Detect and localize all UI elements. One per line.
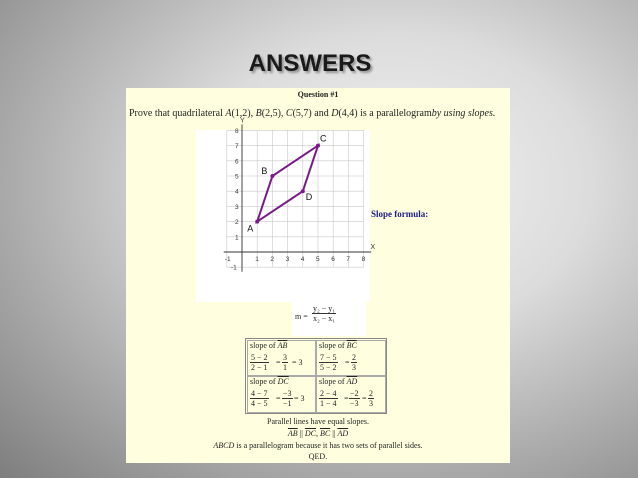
slope-formula-label: Slope formula: xyxy=(371,209,429,219)
x-tick-label: 3 xyxy=(285,256,290,263)
y-tick-label: 6 xyxy=(235,158,239,166)
x-tick-label: 8 xyxy=(361,256,366,263)
y-tick-label: 7 xyxy=(235,143,239,151)
vertex-point xyxy=(301,189,305,193)
x-tick-label: 2 xyxy=(270,256,275,263)
slope-cell-dc: slope of $\overline{DC}$ $\frac{4 - 7}{4 - 5}$ = $\frac{-3}{-1}$ = 3 xyxy=(247,376,316,413)
conclusion-statement: ABCD is a parallelogram because it has two sets of parallel sides. xyxy=(213,441,423,450)
question-prompt: Prove that quadrilateral A(1,2), B(2,5), C(5,7) and D(4,4) is a parallelogramby using slopes. xyxy=(129,108,496,119)
vertex-label: B xyxy=(261,166,268,176)
x-axis-label: X xyxy=(370,244,376,251)
y-tick-label: 5 xyxy=(235,173,239,181)
vertex-point xyxy=(316,144,320,148)
coordinate-graph xyxy=(196,117,376,302)
graph-svg xyxy=(196,117,376,302)
conclusion-parallel-pairs: $\overline{AB}$ || $\overline{DC}$, $\overline{BC}$ || $\overline{AD}$ xyxy=(287,429,349,438)
formula-m: m = xyxy=(295,312,308,321)
vertex-point xyxy=(255,220,259,224)
slide-title: ANSWERS xyxy=(248,50,372,77)
formula-fraction: $\frac{\text{y₂ − y₁}}{\text{x₂ − x₁}}$ xyxy=(313,304,336,323)
x-tick-label: -1 xyxy=(224,256,231,263)
y-tick-label: 2 xyxy=(235,219,239,227)
slope-formula xyxy=(292,302,366,336)
slope-cell-bc: slope of $\overline{BC}$ $\frac{7 - 5}{5 - 2}$ = $\frac{2}{3}$ xyxy=(316,340,386,376)
slope-table xyxy=(245,338,387,414)
x-tick-label: 5 xyxy=(316,256,320,263)
x-tick-label: 6 xyxy=(331,256,335,263)
x-tick-label: 7 xyxy=(346,256,351,263)
conclusion-parallel-rule: Parallel lines have equal slopes. xyxy=(267,417,369,426)
vertex-label: D xyxy=(305,192,313,203)
y-axis-label: Y xyxy=(240,117,245,125)
answer-panel xyxy=(126,88,510,463)
vertex-point xyxy=(270,174,274,178)
y-tick-label: 3 xyxy=(235,203,239,211)
y-tick-label: 4 xyxy=(235,188,239,196)
vertex-label: A xyxy=(247,223,254,234)
y-tick-label: 8 xyxy=(235,127,239,135)
slope-cell-ad: slope of $\overline{AD}$ $\frac{2 - 4}{1 - 4}$ = $\frac{-2}{-3}$ = $\frac{2}{3}$ xyxy=(316,376,386,413)
y-tick-label: 1 xyxy=(235,234,239,242)
x-tick-label: 1 xyxy=(255,256,259,263)
slope-cell-ab: slope of $\overline{AB}$ $\frac{5 - 2}{2 - 1}$ = $\frac{3}{1}$ = 3 xyxy=(247,340,316,376)
x-tick-label: 4 xyxy=(300,256,305,263)
question-header: Question #1 xyxy=(297,90,339,99)
y-tick-label: -1 xyxy=(231,264,237,272)
vertex-label: C xyxy=(320,133,327,144)
qed-label: QED. xyxy=(308,452,328,461)
